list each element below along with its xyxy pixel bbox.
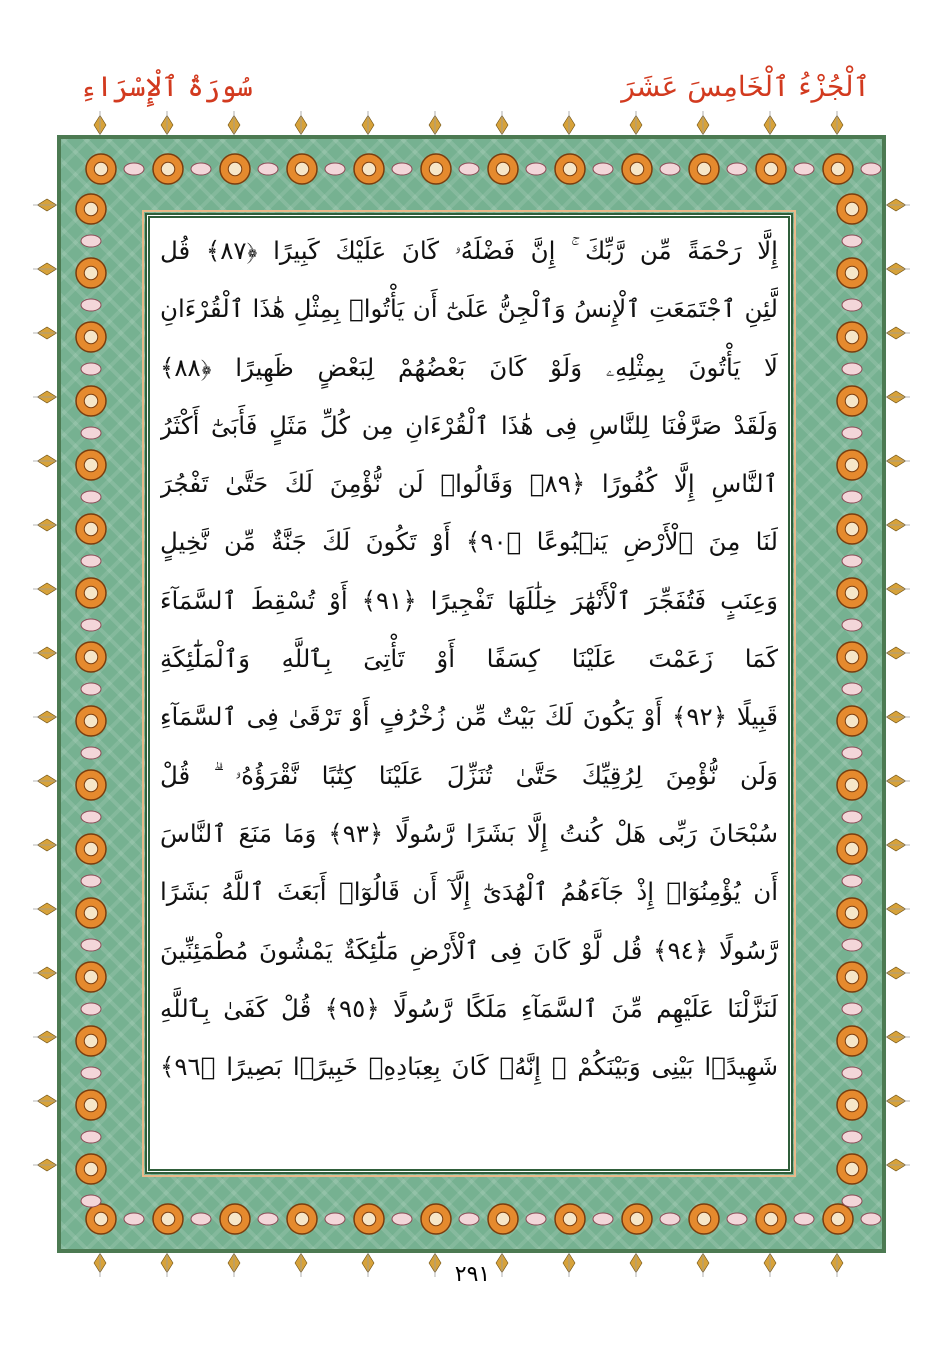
gold-pin <box>37 519 56 531</box>
border-medallion-center <box>496 162 510 176</box>
text-panel <box>145 213 793 1174</box>
border-medallion-center <box>228 162 242 176</box>
border-flower <box>842 1067 862 1079</box>
border-flower <box>794 163 814 175</box>
gold-pin <box>37 711 56 723</box>
border-flower <box>842 1003 862 1015</box>
gold-pin <box>886 455 905 467</box>
border-flower <box>81 555 101 567</box>
border-medallion-center <box>845 586 859 600</box>
border-medallion-center <box>429 1212 443 1226</box>
gold-pin <box>362 115 374 134</box>
border-medallion-center <box>84 1162 98 1176</box>
border-flower <box>459 163 479 175</box>
gold-pin <box>37 455 56 467</box>
text-line-8: كَمَا زَعَمْتَ عَلَيْنَا كِسَفًا أَوْ تَأْتِىَ بِٱللَّهِ وَٱلْمَلَٰٓئِكَةِ <box>160 644 778 674</box>
border-medallion-center <box>630 1212 644 1226</box>
gold-pin <box>886 199 905 211</box>
border-flower <box>459 1213 479 1225</box>
gold-pin <box>886 519 905 531</box>
border-medallion-center <box>845 1098 859 1112</box>
border-medallion-center <box>563 1212 577 1226</box>
border-medallion-center <box>831 162 845 176</box>
border-medallion-center <box>845 970 859 984</box>
border-flower <box>842 619 862 631</box>
border-flower <box>81 1003 101 1015</box>
border-flower <box>81 427 101 439</box>
text-line-3: لَا يَأْتُونَ بِمِثْلِهِۦ وَلَوْ كَانَ بَعْضُهُمْ لِبَعْضٍ ظَهِيرًا ﴿٨٨﴾ <box>160 352 778 382</box>
border-flower <box>81 1067 101 1079</box>
gold-pin <box>496 115 508 134</box>
gold-pin <box>37 903 56 915</box>
verse-lines <box>160 222 778 1096</box>
gold-pin <box>563 115 575 134</box>
border-flower <box>81 811 101 823</box>
text-line-14: لَنَزَّلْنَا عَلَيْهِم مِّنَ ٱلسَّمَآءِ مَلَكًا رَّسُولًا ﴿٩٥﴾ قُلْ كَفَىٰ بِٱللَّهِ <box>160 993 778 1023</box>
gold-pin <box>295 115 307 134</box>
border-medallion-center <box>161 1212 175 1226</box>
text-line-13: رَّسُولًا ﴿٩٤﴾ قُل لَّوْ كَانَ فِى ٱلْأَرْضِ مَلَٰٓئِكَةٌ يَمْشُونَ مُطْمَئِنِّينَ <box>160 935 778 965</box>
border-flower <box>191 163 211 175</box>
border-flower <box>124 163 144 175</box>
gold-pin <box>886 711 905 723</box>
border-medallion-center <box>845 458 859 472</box>
border-medallion-center <box>84 586 98 600</box>
border-flower <box>842 811 862 823</box>
gold-pin <box>831 115 843 134</box>
text-line-7: وَعِنَبٍ فَتُفَجِّرَ ٱلْأَنْهَٰرَ خِلَٰلَهَا تَفْجِيرًا ﴿٩١﴾ أَوْ تُسْقِطَ ٱلسَّمَآءَ <box>160 585 778 615</box>
border-flower <box>842 427 862 439</box>
border-flower <box>392 1213 412 1225</box>
text-line-6: لَنَا مِنَ ٱلْأَرْضِ يَنۢبُوعًا ﴿٩٠﴾ أَوْ تَكُونَ لَكَ جَنَّةٌ مِّن نَّخِيلٍ <box>160 527 778 557</box>
border-medallion-center <box>84 202 98 216</box>
border-flower <box>526 1213 546 1225</box>
gold-pin <box>37 1159 56 1171</box>
border-flower <box>81 491 101 503</box>
border-flower <box>81 683 101 695</box>
border-flower <box>392 163 412 175</box>
border-flower <box>842 683 862 695</box>
gold-pin <box>886 583 905 595</box>
border-flower <box>727 163 747 175</box>
border-medallion-center <box>496 1212 510 1226</box>
border-flower <box>191 1213 211 1225</box>
gold-pin <box>37 391 56 403</box>
border-flower <box>593 1213 613 1225</box>
juz-title: ٱلْجُزْءُ ٱلْخَامِسَ عَشَرَ <box>621 70 870 103</box>
border-medallion-center <box>831 1212 845 1226</box>
text-line-1: إِلَّا رَحْمَةً مِّن رَّبِّكَ ۚ إِنَّ فَضْلَهُۥ كَانَ عَلَيْكَ كَبِيرًا ﴿٨٧﴾ قُل <box>160 236 778 265</box>
border-flower <box>81 619 101 631</box>
border-medallion-center <box>845 266 859 280</box>
border-flower <box>660 163 680 175</box>
text-line-9: قَبِيلًا ﴿٩٢﴾ أَوْ يَكُونَ لَكَ بَيْتٌ مِّن زُخْرُفٍ أَوْ تَرْقَىٰ فِى ٱلسَّمَآءِ <box>160 702 778 732</box>
border-medallion-center <box>697 162 711 176</box>
border-flower <box>842 491 862 503</box>
border-medallion-center <box>84 970 98 984</box>
border-flower <box>861 163 881 175</box>
text-line-11: سُبْحَانَ رَبِّى هَلْ كُنتُ إِلَّا بَشَرًا رَّسُولًا ﴿٩٣﴾ وَمَا مَنَعَ ٱلنَّاسَ <box>160 818 778 848</box>
border-flower <box>81 299 101 311</box>
text-line-10: وَلَن نُّؤْمِنَ لِرُقِيِّكَ حَتَّىٰ تُنَزِّلَ عَلَيْنَا كِتَٰبًا نَّقْرَؤُهُۥ ۗ قُلْ <box>160 760 778 790</box>
border-medallion-center <box>94 1212 108 1226</box>
border-flower <box>81 1195 101 1207</box>
border-medallion-center <box>84 1098 98 1112</box>
border-medallion-center <box>84 394 98 408</box>
border-flower <box>842 1131 862 1143</box>
ornamental-frame <box>57 135 886 1253</box>
border-medallion-center <box>697 1212 711 1226</box>
gold-pin <box>94 115 106 134</box>
gold-pin <box>429 115 441 134</box>
gold-pin <box>37 647 56 659</box>
page-number: ٢٩١ <box>454 1262 491 1287</box>
border-medallion-center <box>84 778 98 792</box>
border-medallion-center <box>362 1212 376 1226</box>
text-line-2: لَّئِنِ ٱجْتَمَعَتِ ٱلْإِنسُ وَٱلْجِنُّ عَلَىٰٓ أَن يَأْتُوا۟ بِمِثْلِ هَٰذَا ٱلْقُرْءَانِ <box>160 294 778 324</box>
border-flower <box>842 747 862 759</box>
gold-pin <box>37 583 56 595</box>
border-flower <box>842 875 862 887</box>
gold-pin <box>37 327 56 339</box>
gold-pin <box>886 775 905 787</box>
gold-pin <box>228 115 240 134</box>
gold-pin <box>37 1031 56 1043</box>
border-flower <box>842 1195 862 1207</box>
gold-pin <box>886 647 905 659</box>
border-medallion-center <box>161 162 175 176</box>
border-flower <box>81 235 101 247</box>
border-medallion-center <box>84 522 98 536</box>
border-medallion-center <box>845 714 859 728</box>
gold-pin <box>37 263 56 275</box>
gold-pin <box>886 327 905 339</box>
gold-pin <box>886 839 905 851</box>
border-medallion-center <box>845 1162 859 1176</box>
border-medallion-center <box>228 1212 242 1226</box>
gold-pin <box>886 1031 905 1043</box>
gold-pin <box>886 1095 905 1107</box>
border-flower <box>660 1213 680 1225</box>
border-flower <box>124 1213 144 1225</box>
border-flower <box>842 939 862 951</box>
border-medallion-center <box>295 1212 309 1226</box>
border-medallion-center <box>845 202 859 216</box>
gold-pin <box>37 1095 56 1107</box>
border-flower <box>258 163 278 175</box>
border-medallion-center <box>84 650 98 664</box>
border-medallion-center <box>764 162 778 176</box>
border-medallion-center <box>84 714 98 728</box>
border-medallion-center <box>845 778 859 792</box>
border-medallion-center <box>429 162 443 176</box>
border-flower <box>842 235 862 247</box>
border-flower <box>842 363 862 375</box>
border-flower <box>258 1213 278 1225</box>
border-flower <box>727 1213 747 1225</box>
gold-pin <box>886 903 905 915</box>
gold-pin <box>886 967 905 979</box>
gold-pin <box>37 967 56 979</box>
border-medallion-center <box>362 162 376 176</box>
border-flower <box>861 1213 881 1225</box>
border-flower <box>526 163 546 175</box>
gold-pin <box>886 263 905 275</box>
gold-pin <box>886 391 905 403</box>
border-medallion-center <box>845 394 859 408</box>
border-medallion-center <box>84 906 98 920</box>
border-medallion-center <box>563 162 577 176</box>
border-medallion-center <box>84 842 98 856</box>
border-flower <box>81 939 101 951</box>
gold-pin <box>697 115 709 134</box>
border-flower <box>842 299 862 311</box>
border-flower <box>81 363 101 375</box>
text-line-15: شَهِيدًۢا بَيْنِى وَبَيْنَكُمْ ۚ إِنَّهُۥ كَانَ بِعِبَادِهِۦ خَبِيرًۢا بَصِيرًا ﴿٩٦﴾ <box>160 1052 778 1082</box>
border-flower <box>81 875 101 887</box>
page-header <box>80 62 870 112</box>
border-medallion-center <box>295 162 309 176</box>
border-medallion-center <box>84 266 98 280</box>
border-flower <box>794 1213 814 1225</box>
gold-pin <box>37 775 56 787</box>
text-line-4: وَلَقَدْ صَرَّفْنَا لِلنَّاسِ فِى هَٰذَا ٱلْقُرْءَانِ مِن كُلِّ مَثَلٍ فَأَبَىٰٓ أَكْثَرُ <box>160 410 778 440</box>
border-flower <box>81 1131 101 1143</box>
gold-pin <box>630 115 642 134</box>
border-medallion-center <box>94 162 108 176</box>
gold-pin <box>37 839 56 851</box>
gold-pin <box>886 1159 905 1171</box>
border-flower <box>593 163 613 175</box>
text-line-12: أَن يُؤْمِنُوٓا۟ إِذْ جَآءَهُمُ ٱلْهُدَىٰٓ إِلَّآ أَن قَالُوٓا۟ أَبَعَثَ ٱللَّهُ بَشَرًا <box>160 877 778 907</box>
text-line-5: ٱلنَّاسِ إِلَّا كُفُورًا ﴿٨٩﴾ وَقَالُوا۟ لَن نُّؤْمِنَ لَكَ حَتَّىٰ تَفْجُرَ <box>160 469 778 499</box>
border-medallion-center <box>764 1212 778 1226</box>
border-medallion-center <box>845 522 859 536</box>
border-medallion-center <box>845 330 859 344</box>
border-flower <box>81 747 101 759</box>
border-medallion-center <box>845 906 859 920</box>
border-medallion-center <box>845 1034 859 1048</box>
border-medallion-center <box>630 162 644 176</box>
border-flower <box>325 1213 345 1225</box>
border-medallion-center <box>84 1034 98 1048</box>
border-medallion-center <box>845 842 859 856</box>
border-flower <box>325 163 345 175</box>
border-medallion-center <box>84 458 98 472</box>
gold-pin <box>764 115 776 134</box>
surah-title: سُورَةُ ٱلْإِسْرَاءِ <box>80 70 253 103</box>
gold-pin <box>37 199 56 211</box>
border-flower <box>842 555 862 567</box>
border-medallion-center <box>845 650 859 664</box>
gold-pin <box>161 115 173 134</box>
border-medallion-center <box>84 330 98 344</box>
